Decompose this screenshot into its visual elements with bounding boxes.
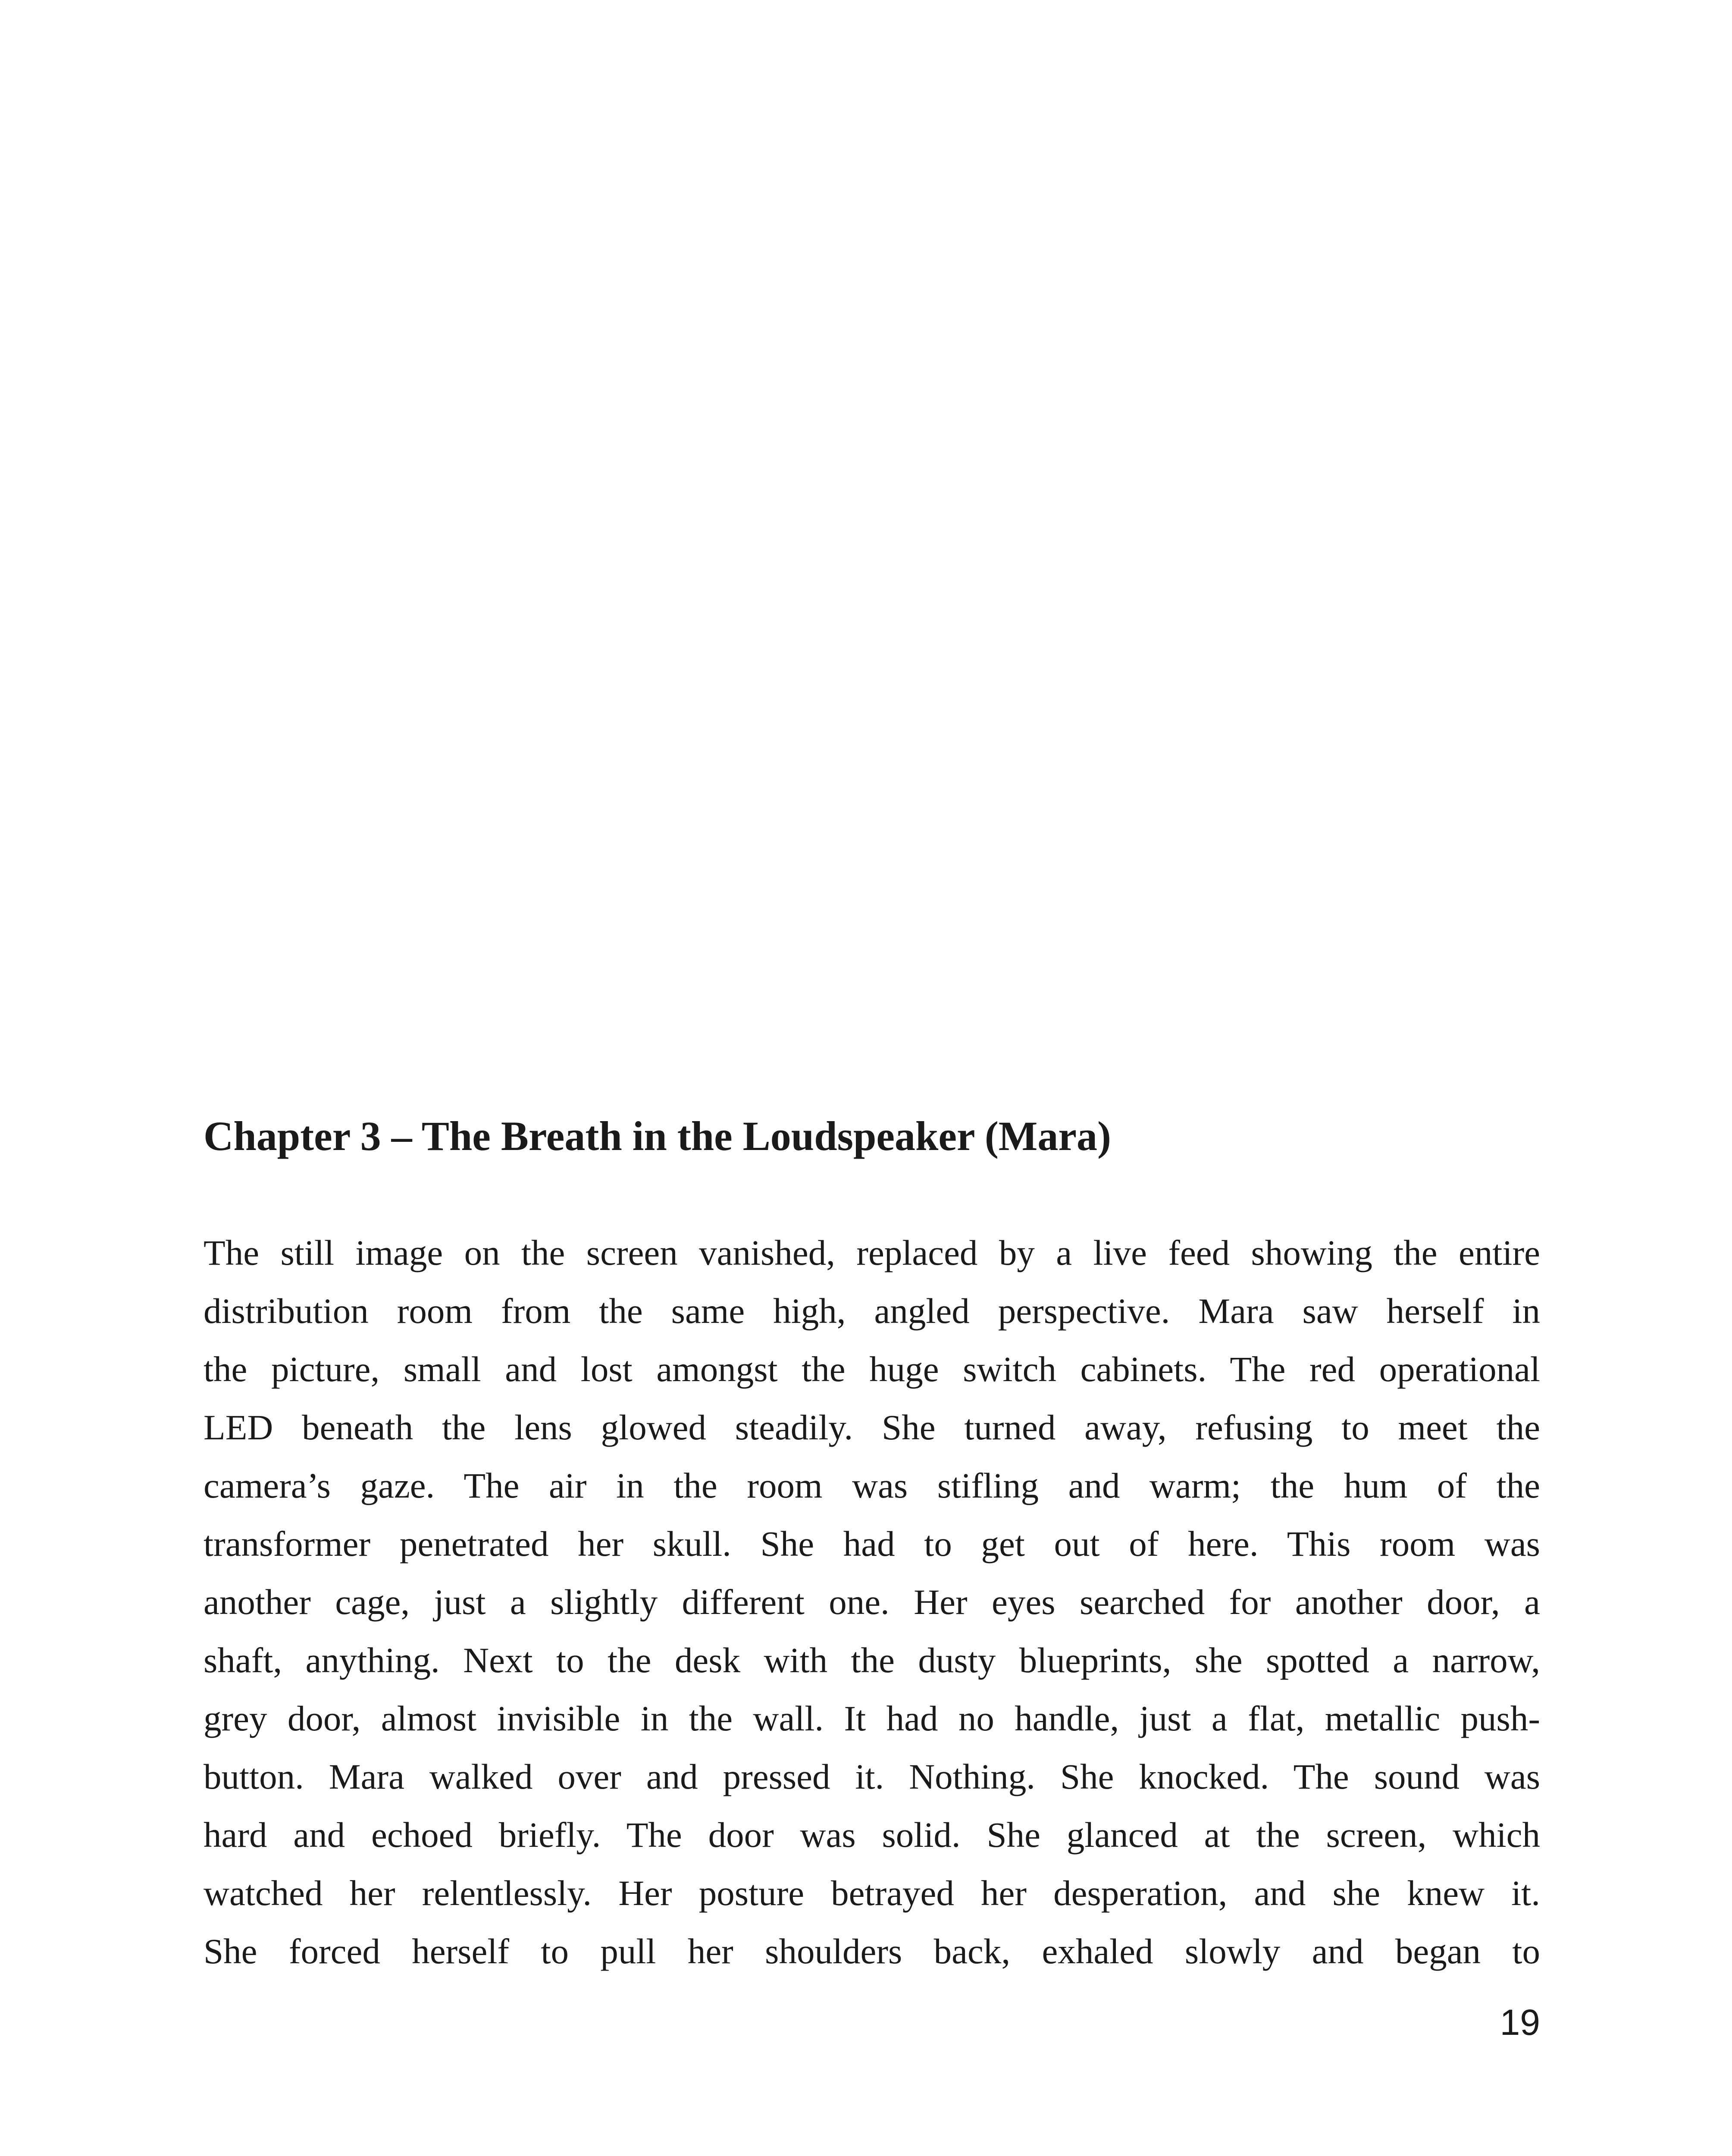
body-line: hard and echoed briefly. The door was solid. She glanced at the screen, which — [204, 1815, 1540, 1855]
body-line: She forced herself to pull her shoulders back, exhaled slowly and began to — [204, 1931, 1540, 1971]
page-number: 19 — [1500, 2002, 1540, 2043]
body-line: another cage, just a slightly different one. Her eyes searched for another door, a — [204, 1582, 1540, 1622]
body-line: camera’s gaze. The air in the room was stifling and warm; the hum of the — [204, 1466, 1540, 1505]
body-line: grey door, almost invisible in the wall. It had no handle, just a flat, metallic push- — [204, 1698, 1540, 1738]
body-line: transformer penetrated her skull. She had to get out of here. This room was — [204, 1524, 1540, 1564]
body-line: distribution room from the same high, angled perspective. Mara saw herself in — [204, 1291, 1540, 1331]
body-line: button. Mara walked over and pressed it. Nothing. She knocked. The sound was — [204, 1757, 1540, 1796]
chapter-body — [204, 1224, 1540, 1981]
body-line: the picture, small and lost amongst the huge switch cabinets. The red operational — [204, 1349, 1540, 1389]
body-line: LED beneath the lens glowed steadily. She turned away, refusing to meet the — [204, 1407, 1540, 1447]
body-line: The still image on the screen vanished, replaced by a live feed showing the entire — [204, 1233, 1540, 1272]
body-line: shaft, anything. Next to the desk with the dusty blueprints, she spotted a narrow, — [204, 1640, 1540, 1680]
chapter-title: Chapter 3 – The Breath in the Loudspeaker (Mara) — [204, 1113, 1111, 1159]
body-line: watched her relentlessly. Her posture betrayed her desperation, and she knew it. — [204, 1873, 1540, 1913]
